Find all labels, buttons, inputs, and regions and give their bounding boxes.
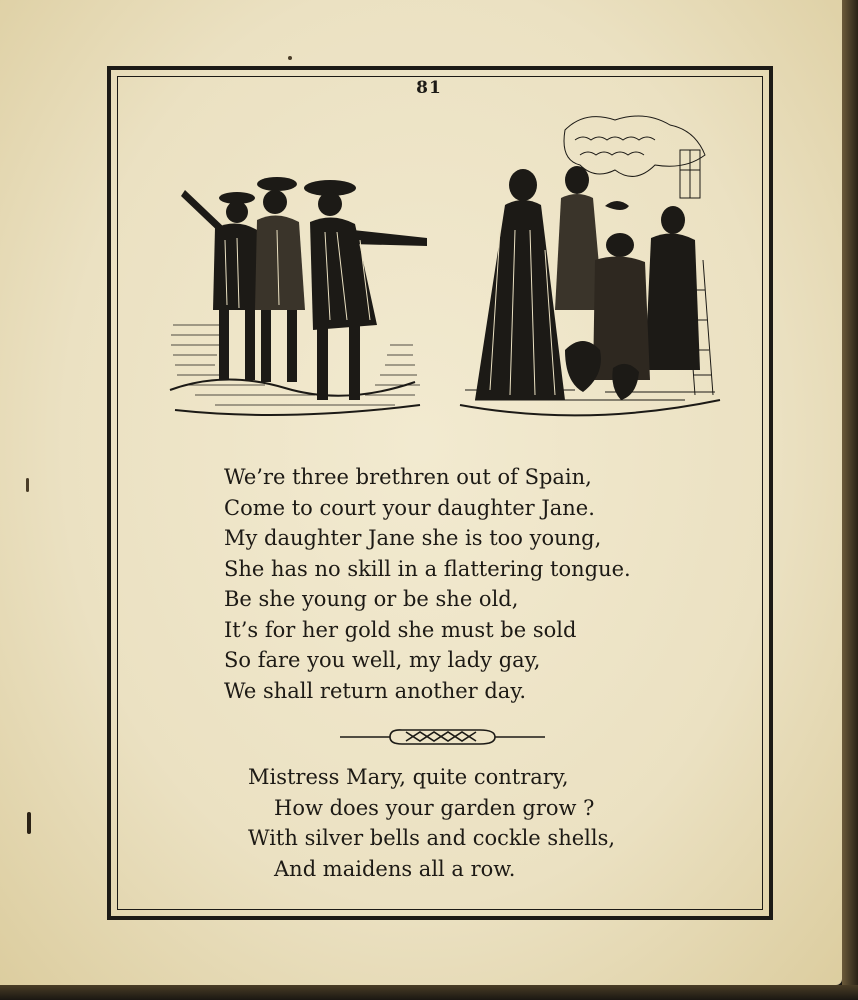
paper-speck (27, 812, 31, 834)
page-edge (842, 0, 858, 1000)
verse-mistress-mary (248, 762, 615, 884)
paper-speck (288, 56, 292, 60)
paper-speck (26, 478, 29, 492)
verse-line: It’s for her gold she must be sold (224, 617, 577, 642)
verse-line: Come to court your daughter Jane. (224, 495, 595, 520)
verse-line: And maidens all a row. (274, 856, 516, 881)
verse-line: So fare you well, my lady gay, (224, 648, 541, 672)
daughter-jane-engraving (455, 110, 725, 435)
page-number: 81 (416, 78, 442, 98)
verse-line: She has no skill in a flattering tongue. (224, 556, 631, 581)
ornament-divider-icon (340, 726, 545, 748)
verse-line: Mistress Mary, quite contrary, (248, 765, 569, 789)
verse-line: Be she young or be she old, (224, 587, 519, 611)
verse-line: How does your garden grow ? (274, 795, 595, 820)
verse-line: We shall return another day. (224, 678, 527, 703)
verse-line: With silver bells and cockle shells, (248, 826, 616, 850)
verse-line: We’re three brethren out of Spain, (224, 465, 592, 489)
verse-line: My daughter Jane she is too young, (224, 526, 602, 550)
verse-three-brethren (224, 462, 631, 706)
bottom-edge (0, 985, 858, 1000)
three-brothers-engraving (165, 160, 440, 435)
